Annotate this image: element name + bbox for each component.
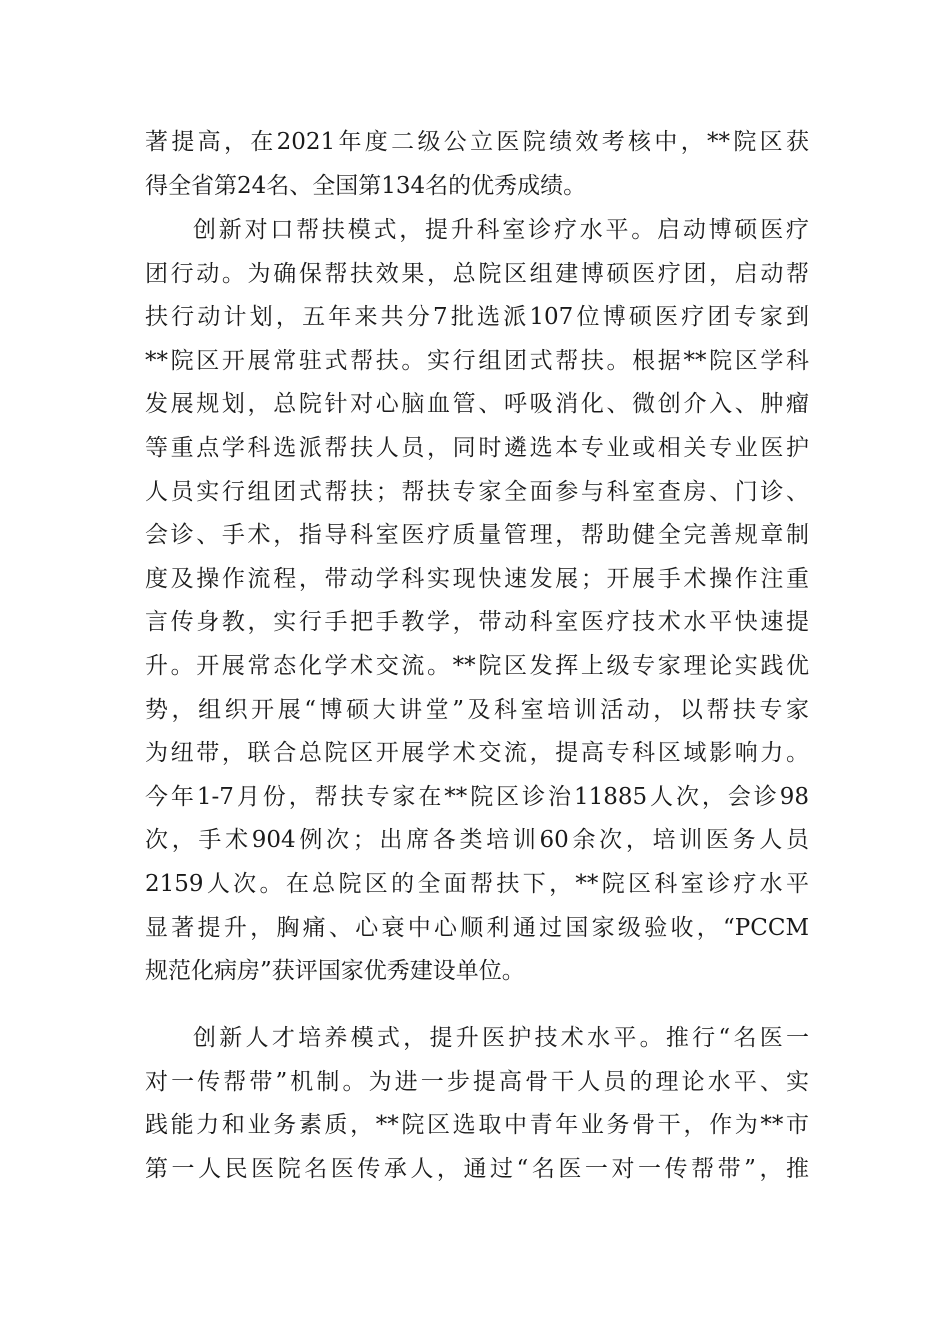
text-line: 第一人民医院名医传承人，通过“名医一对一传帮带”，推 <box>145 1155 809 1182</box>
text-line: 团行动。为确保帮扶效果，总院区组建博硕医疗团，启动帮 <box>145 260 809 287</box>
text-line: 创新对口帮扶模式，提升科室诊疗水平。启动博硕医疗 <box>193 217 809 243</box>
text-line: 著提高，在2021年度二级公立医院绩效考核中，**院区获 <box>145 129 809 155</box>
text-line: 等重点学科选派帮扶人员，同时遴选本专业或相关专业医护 <box>145 434 809 461</box>
text-line: 今年1-7月份，帮扶专家在**院区诊治11885人次，会诊98 <box>145 783 809 810</box>
text-line: 对一传帮带”机制。为进一步提高骨干人员的理论水平、实 <box>145 1068 809 1095</box>
paragraph-2 <box>145 209 809 994</box>
text-line: 为纽带，联合总院区开展学术交流，提高专科区域影响力。 <box>145 740 809 767</box>
paragraph-3 <box>145 1017 809 1191</box>
text-line: 2159人次。在总院区的全面帮扶下，**院区科室诊疗水平 <box>145 870 809 897</box>
text-line: 次，手术904例次；出席各类培训60余次，培训医务人员 <box>145 827 809 854</box>
text-line: 得全省第24名、全国第134名的优秀成绩。 <box>145 172 587 199</box>
text-line: 会诊、手术，指导科室医疗质量管理，帮助健全完善规章制 <box>145 522 809 549</box>
text-line: 创新人才培养模式，提升医护技术水平。推行“名医一 <box>193 1025 809 1051</box>
text-line: 显著提升，胸痛、心衰中心顺利通过国家级验收，“PCCM <box>145 914 809 941</box>
text-line: 升。开展常态化学术交流。**院区发挥上级专家理论实践优 <box>145 652 809 679</box>
text-line: 势，组织开展“博硕大讲堂”及科室培训活动，以帮扶专家 <box>145 696 809 723</box>
text-line: 度及操作流程，带动学科实现快速发展；开展手术操作注重 <box>145 565 809 592</box>
text-line: 扶行动计划，五年来共分7批选派107位博硕医疗团专家到 <box>145 304 809 331</box>
text-line: 人员实行组团式帮扶；帮扶专家全面参与科室查房、门诊、 <box>145 478 809 505</box>
text-line: 言传身教，实行手把手教学，带动科室医疗技术水平快速提 <box>145 609 809 636</box>
text-line: 践能力和业务素质，**院区选取中青年业务骨干，作为**市 <box>145 1112 809 1139</box>
text-line: 发展规划，总院针对心脑血管、呼吸消化、微创介入、肿瘤 <box>145 391 809 418</box>
paragraph-1 <box>145 121 809 208</box>
text-line: **院区开展常驻式帮扶。实行组团式帮扶。根据**院区学科 <box>145 347 809 374</box>
text-line: 规范化病房”获评国家优秀建设单位。 <box>145 958 525 985</box>
